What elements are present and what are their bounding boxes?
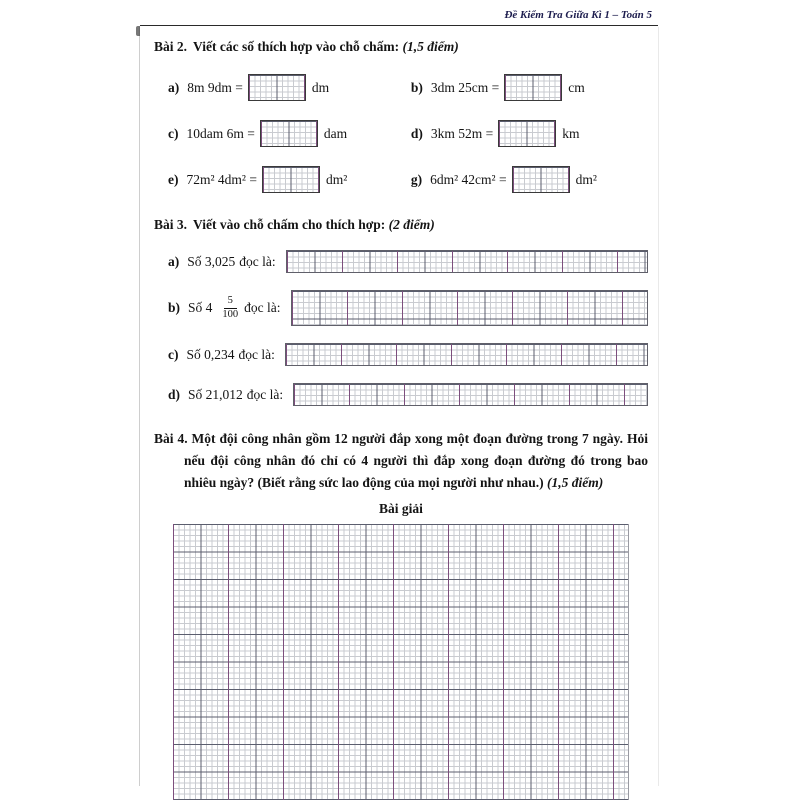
item-expression: 8m 9dm = bbox=[187, 79, 243, 95]
item-key: c) bbox=[168, 125, 179, 141]
answer-box[interactable] bbox=[504, 74, 562, 101]
read-number-item-d bbox=[154, 383, 648, 406]
item-expression: 6dm² 42cm² = bbox=[430, 171, 507, 187]
exercise-2-label: Bài 2. bbox=[154, 39, 188, 54]
read-as-text: đọc là: bbox=[238, 346, 275, 362]
number-text: Số 0,234 bbox=[186, 346, 235, 362]
item-key: b) bbox=[168, 300, 181, 315]
exercise-2-heading bbox=[154, 39, 648, 55]
document-page bbox=[140, 0, 658, 800]
answer-strip[interactable] bbox=[291, 290, 648, 326]
unit-label: dam bbox=[323, 125, 348, 141]
item-key: a) bbox=[168, 253, 180, 269]
fill-item-e bbox=[154, 166, 411, 193]
item-key: c) bbox=[168, 346, 179, 362]
exercise-2-points: (1,5 điểm) bbox=[402, 39, 459, 54]
unit-label: dm bbox=[311, 79, 330, 95]
exercise-3-title: Viết vào chỗ chấm cho thích hợp: bbox=[193, 217, 386, 232]
work-area-grid[interactable] bbox=[173, 524, 629, 800]
answer-strip[interactable] bbox=[285, 343, 648, 366]
fill-item-a bbox=[154, 74, 411, 101]
item-key: e) bbox=[168, 171, 179, 187]
fraction bbox=[220, 295, 240, 320]
read-number-item-c bbox=[154, 343, 648, 366]
page-header bbox=[140, 0, 658, 26]
exercise-4-label: Bài 4. bbox=[154, 431, 188, 446]
number-text: Số 21,012 bbox=[188, 386, 243, 402]
read-as-text: đọc là: bbox=[246, 386, 284, 402]
read-number-item-b bbox=[154, 290, 648, 326]
item-expression: 3dm 25cm = bbox=[430, 79, 500, 95]
unit-label: dm² bbox=[325, 171, 348, 187]
fill-item-g bbox=[411, 166, 597, 193]
fraction-numerator: 5 bbox=[224, 295, 237, 308]
exercise-2-title: Viết các số thích hợp vào chỗ chấm: bbox=[193, 39, 400, 54]
answer-box[interactable] bbox=[260, 120, 318, 147]
item-expression: 10dam 6m = bbox=[186, 125, 255, 141]
item-label bbox=[168, 254, 280, 270]
number-text: Số 3,025 bbox=[187, 253, 236, 269]
answer-row bbox=[154, 120, 648, 147]
answer-box[interactable] bbox=[498, 120, 556, 147]
read-as-text: đọc là: bbox=[244, 300, 281, 315]
exercise-4-points: (1,5 điểm) bbox=[546, 474, 604, 490]
unit-label: cm bbox=[568, 79, 585, 95]
read-as-text: đọc là: bbox=[239, 253, 276, 269]
answer-strip[interactable] bbox=[286, 250, 648, 273]
exercise-4-text: Một đội công nhân gồm 12 người đắp xong một đoạn đường trong 7 ngày. Hỏi nếu đội công nhân đó chỉ có 4 người thì đắp xong đoạn đường đó trong bao nhiêu ngày? (Biết rằng sức lao động của mọi người như nhau.) bbox=[184, 431, 649, 490]
solution-title: Bài giải bbox=[379, 500, 423, 516]
item-expression: 72m² 4dm² = bbox=[186, 171, 257, 187]
item-key: d) bbox=[410, 125, 423, 141]
item-key: g) bbox=[410, 171, 423, 187]
header-title: Đề Kiểm Tra Giữa Kì 1 – Toán 5 bbox=[504, 9, 652, 21]
item-key: b) bbox=[410, 79, 423, 95]
answer-box[interactable] bbox=[248, 74, 306, 101]
fill-item-d bbox=[411, 120, 580, 147]
answer-box[interactable] bbox=[512, 166, 570, 193]
answer-strip[interactable] bbox=[293, 383, 648, 406]
item-expression: 3km 52m = bbox=[430, 125, 494, 141]
exercise-4-paragraph bbox=[154, 428, 648, 494]
number-text: Số 4 bbox=[188, 300, 213, 315]
fill-item-b bbox=[411, 74, 585, 101]
exercise-3-points: (2 điểm) bbox=[388, 217, 435, 232]
exercise-3-heading bbox=[154, 217, 648, 233]
exercise-3-label: Bài 3. bbox=[154, 217, 188, 232]
item-label bbox=[168, 347, 279, 363]
fill-item-c bbox=[154, 120, 411, 147]
item-label bbox=[168, 387, 287, 403]
read-number-item-a bbox=[154, 250, 648, 273]
fraction-denominator: 100 bbox=[222, 308, 239, 320]
answer-box[interactable] bbox=[262, 166, 320, 193]
answer-row bbox=[154, 74, 648, 101]
item-key: a) bbox=[168, 79, 180, 95]
answer-row bbox=[154, 166, 648, 193]
page-content bbox=[140, 39, 658, 800]
unit-label: km bbox=[562, 125, 580, 141]
unit-label: dm² bbox=[575, 171, 597, 187]
item-key: d) bbox=[168, 386, 181, 402]
item-label bbox=[168, 295, 285, 320]
